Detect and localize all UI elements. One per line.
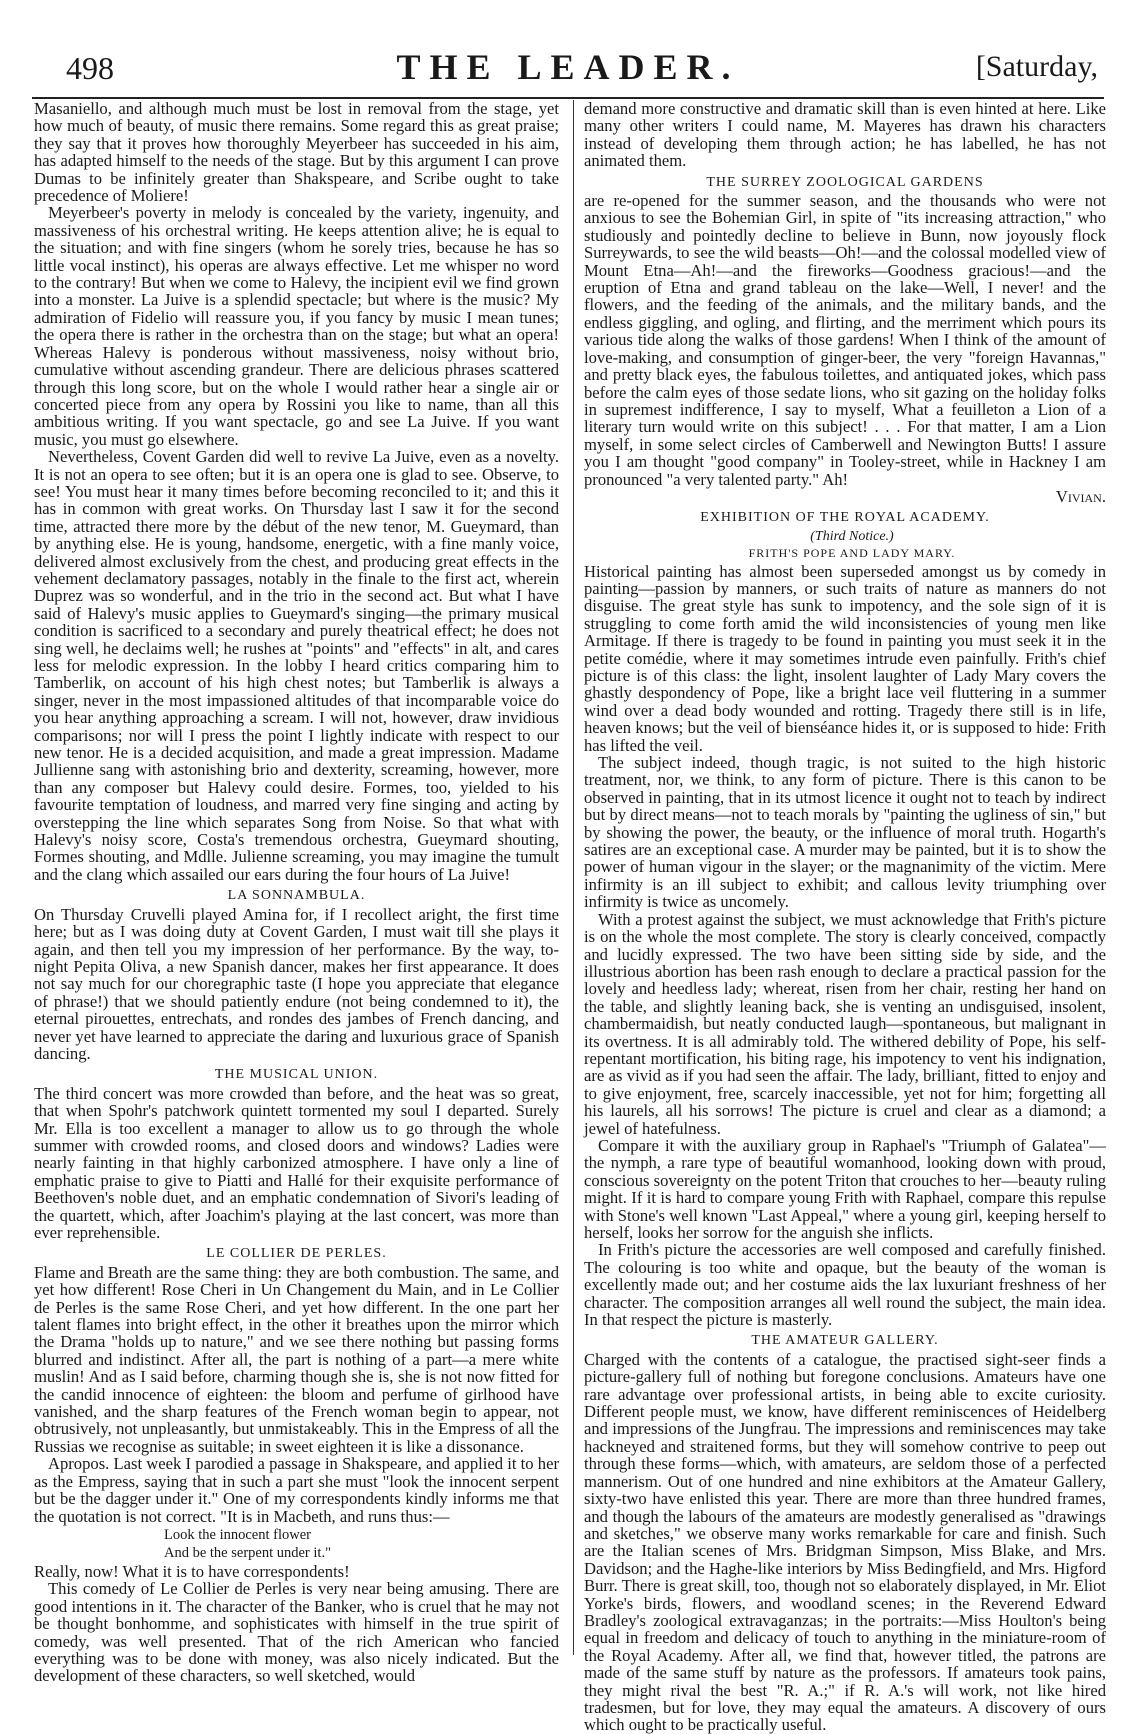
- masthead-date: [Saturday,: [975, 50, 1098, 83]
- paragraph: Flame and Breath are the same thing: they are both combustion. The same, and yet how different! Rose Cheri in Un Changement du Main, and in Le Collier de Perles is the same Rose Cheri, and yet how different. In the one part her talent flames into bright effect, in the other it breathes upon the mirror which the Drama "holds up to nature," and we see there nothing but passing forms blurred and indistinct. After all, the part is nothing of a part—a mere white muslin! And as I said before, charming though she is, she is not now fitted for the candid innocence of eighteen: the bloom and perfume of girlhood have vanished, and the sharp features of the French woman begin to appear, not obtrusively, not unpleasantly, but unmistakeably. This in the Empress of all the Russias we recognise as suitable; in sweet eighteen it is like a dissonance.: [34, 1262, 559, 1456]
- paragraph: The third concert was more crowded than before, and the heat was so great, that when Spohr's patchwork quintett tormented my soul I departed. Surely Mr. Ella is too excellent a manager to allow us to go through the whole summer with crowded rooms, and closed doors and windows? Ladies were nearly fainting in that highly carbonized atmosphere. I have only a line of emphatic praise to give to Piatti and Hallé for their exquisite performance of Beethoven's noble duet, and an emphatic condemnation of Sivori's leading of the quartett, which, after Joachim's playing at the last concert, was more than ever reprehensible.: [34, 1083, 559, 1242]
- verse-line: And be the serpent under it.": [164, 1544, 331, 1561]
- paragraph: Compare it with the auxiliary group in Raphael's "Triumph of Galatea"—the nymph, a rare type of beautiful womanhood, looking down with proud, conscious sovereignty on the potent Triton that crouches to her—beauty ruling might. If it is hard to compare young Frith with Raphael, compare this repulse with Stone's well known "Last Appeal," where a young girl, keeping herself to herself, looks her sorrow for the anguish she inflicts.: [584, 1135, 1106, 1242]
- paragraph: Really, now! What it is to have correspondents!: [34, 1561, 350, 1581]
- section-heading-collier-de-perles: LE COLLIER DE PERLES.: [206, 1246, 387, 1262]
- paragraph: Nevertheless, Covent Garden did well to revive La Juive, even as a novelty. It is not an opera to see often; but it is an opera one is glad to see. Observe, to see! You must hear it many times before becoming reconciled to it; and this it has in common with great works. On Thursday last I saw it for the second time, attracted there more by the début of the new tenor, M. Gueymard, than by anything else. He is young, handsome, energetic, with a fine manly voice, delivered almost exclusively from the chest, and producing great effects in the vehement declamatory passages, notably in the finale to the first act, wherein Duprez was so wonderful, and in the trio in the second act. But what I have said of Halevy's music applies to Gueymard's singing—the primary musical condition is sacrificed to a secondary and purely theatrical effect; he does not sing well, he declaims well; he rushes at "points" and "effects" in alt, and cares less for melodic expression. In the lobby I heard critics comparing him to Tamberlik, on account of his high chest notes; but Tamberlik is always a singer, never in the most impassioned altitudes of that incomparable voice do you hear anything approaching a scream. I will not, however, draw invidious comparisons; nor will I press the point I lightly indicate with respect to our new tenor. He is a decided acquisition, and made a great impression. Madame Jullienne sang with astonishing brio and dexterity, screaming, however, more than any composer but Halevy could desire. Formes, too, yielded to his favourite temptation of loudness, and marred very fine singing and acting by overstepping the line which separates Song from Noise. So that what with Halevy's noisy score, Costa's tremendous orchestra, Gueymard shouting, Formes shouting, and Mdlle. Julienne screaming, you may imagine the tumult and the clang which assailed our ears during the four hours of La Juive!: [34, 447, 559, 884]
- paragraph: are re-opened for the summer season, and the thousands who were not anxious to see the Bohemian Girl, in spite of "its increasing attraction," who studiously and pointedly decline to believe in Bunn, now joyously flock Surreywards, to see the wild beasts—Oh!—and the colossal modelled view of Mount Etna—Ah!—and the fireworks—Goodness gracious!—and the eruption of Etna and grand tableau on the lake—Well, I never! and the flowers, and the feeding of the animals, and the military bands, and the endless giggling, and ogling, and flirting, and the merriment which pours its various tide along the walks of those gardens! When I think of the amount of love-making, and consumption of ginger-beer, the very "foreign Havannas," and pretty black eyes, the fabulous toilettes, and antiquated jokes, which pass before the calm eyes of those sedate lions, who sit gazing on the holiday folks in supremest indifference, I say to myself, What a feuilleton a Lion of a literary turn would write on this subject! . . . For that matter, I am a Lion myself, in some select circles of Camberwell and Newington Butts! I assure you I am thought "good company" in Tooley-street, while in Hackney I am pronounced "a very talented party." Ah!: [584, 191, 1106, 489]
- paragraph: Charged with the contents of a catalogue, the practised sight-seer finds a picture-gallery full of nothing but foregone conclusions. Amateurs have one rare advantage over professional artists, in being able to excite curiosity. Different people must, we know, have different reminiscences of Heidelberg and impressions of the Jungfrau. The impressions and reminiscences may take hackneyed and straitened forms, but they will somehow contrive to peep out through these forms—which, with amateurs, are seldom those of a perfected mannerism. Out of one hundred and nine exhibitors at the Amateur Gallery, sixty-two have enlisted this year. There are more than three hundred frames, and though the labours of the amateurs are modestly generalised as "drawings and sketches," we observe many works remarkable for care and finish. Such are the Italian scenes of Mrs. Bridgman Simpson, Miss Blake, and Mrs. Davidson; and the Haghe-like interiors by Miss Bedingfield, and Mrs. Higford Burr. There is great skill, too, though not so elaborately displayed, in Mr. Eliot Yorke's birds, flowers, and woodland scenes; in the Reverend Edward Bradley's zoological extravaganzas; in the portraits:—Miss Houlton's being equal in freedom and delicacy of touch to anything in the miniature-room of the Royal Academy. After all, we find that, however titled, the patrons are made of the same stuff by nature as the professors. If amateurs took pains, they might rival the best "R. A.;" if R. A.'s will work, not like hired tradesmen, but for love, they may equal the amateurs. A discovery of ours which ought to be practically useful.: [584, 1349, 1106, 1734]
- section-heading-royal-academy: EXHIBITION OF THE ROYAL ACADEMY.: [700, 510, 990, 526]
- paragraph: Apropos. Last week I parodied a passage in Shakspeare, and applied it to her as the Empress, saying that in such a part she must "look the innocent serpent but be the dagger under it." One of my correspondents kindly informs me that the quotation is not correct. "It is in Macbeth, and runs thus:—: [34, 1454, 559, 1526]
- paragraph: On Thursday Cruvelli played Amina for, if I recollect aright, the first time here; but as I was doing duty at Covent Garden, I must wait till she plays it again, and then tell you my impression of her performance. By the way, to-night Pepita Oliva, a new Spanish dancer, makes her first appearance. It does not say much for our choregraphic taste (I hope you appreciate that elegance of phrase!) that we should patiently endure (not being condemned to it), the eternal pirouettes, entrechats, and rondes des jambes of French dancing, and never yet have learned to appreciate the daring and luxurious grace of Spanish dancing.: [34, 904, 559, 1063]
- paragraph: demand more constructive and dramatic skill than is even hinted at here. Like many other writers I could name, M. Mayeres has drawn his characters instead of developing them through action; he has labelled, he has not animated them.: [584, 99, 1106, 171]
- right-column: [584, 100, 1106, 1734]
- page-number: 498: [66, 50, 114, 86]
- paragraph: With a protest against the subject, we must acknowledge that Frith's picture is on the whole the most complete. The story is clearly conceived, compactly and lucidly expressed. The two have been sitting side by side, and the illustrious abortion has been rash enough to declare a practical passion for the lovely and heedless lady; whereat, risen from her chair, resting her hand on the table, and slightly leaning back, she is venting an undisguised, insolent, chambermaidish, but neatly conducted laugh—spontaneous, but malignant in its overtness. It is all admirably told. The withered debility of Pope, his self-repentant mortification, his biting rage, his impotency to vent his indignation, are as vivid as if you had seen the affair. The lady, brilliant, fitted to enjoy and to give enjoyment, free, scarcely inaccessible, yet not for him; forgetting all his laurels, all his sorrows! The picture is cruel and clear as a diamond; a jewel of hatefulness.: [584, 909, 1106, 1138]
- paragraph: This comedy of Le Collier de Perles is very near being amusing. There are good intentions in it. The character of the Banker, who is cruel that he may not be thought bonhomme, and sophisticates with himself in the true spirit of comedy, was well presented. That of the rich American who fancied everything was to be done with money, was also nicely indicated. But the development of these characters, so well sketched, would: [34, 1579, 559, 1686]
- verse-line: Look the innocent flower: [164, 1526, 311, 1543]
- section-heading-la-sonnambula: LA SONNAMBULA.: [227, 888, 366, 904]
- column-divider: [573, 100, 574, 1655]
- paragraph: Masaniello, and although much must be lost in removal from the stage, yet how much of beauty, of music there remains. Some regard this as great praise; they say that it proves how thoroughly Meyerbeer has succeeded in his aim, has adapted himself to the needs of the stage. But by this argument I can prove Dumas to be infinitely greater than Shakspeare, and Scribe ought to take precedence of Moliere!: [34, 99, 559, 206]
- paragraph: The subject indeed, though tragic, is not suited to the high historic treatment, nor, we think, to any form of picture. There is this canon to be observed in painting, that in its utmost licence it ought not to teach by indirect but by direct means—not to teach morals by "painting the ugliness of sin," but by showing the power, the beauty, or the influence of moral truth. Hogarth's satires are an exceptional case. A murder may be painted, but it is to show the power of human vigour in the slayer; or the magnanimity of the victim. Mere infirmity is an ill subject to exhibit; and callous levity triumphing over infirmity is twice as uncomely.: [584, 753, 1106, 912]
- paragraph: In Frith's picture the accessories are well composed and carefully finished. The colouring is too white and opaque, but the beauty of the woman is excellently made out; and her costume aids the lax luxuriant freshness of her character. The composition arranges all well round the subject, the main idea. In that respect the picture is masterly.: [584, 1240, 1106, 1330]
- masthead-title: THE LEADER.: [396, 47, 740, 87]
- section-heading-musical-union: THE MUSICAL UNION.: [214, 1067, 379, 1083]
- section-heading-surrey-gardens: THE SURREY ZOOLOGICAL GARDENS: [706, 174, 984, 190]
- subsection-heading: FRITH'S POPE AND LADY MARY.: [748, 546, 956, 561]
- left-column: [34, 100, 559, 1685]
- author-signature: Vivian.: [1055, 486, 1106, 506]
- section-heading-amateur-gallery: THE AMATEUR GALLERY.: [751, 1333, 939, 1349]
- paragraph: Meyerbeer's poverty in melody is concealed by the variety, ingenuity, and massiveness of his orchestral writing. He keeps attention alive; he is equal to the situation; and with fine singers (whom he sorely tries, because he has so little vocal instinct), his operas are always effective. Let me whisper no word to the contrary! But when we come to Halevy, the incipient evil we find grown into a monster. La Juive is a splendid spectacle; but where is the music? My admiration of Fidelio will reassure you, if you fancy by music I mean tunes; the opera there is rather in the orchestra than on the stage; but what an opera! Whereas Halevy is ponderous without massiveness, noisy without brio, cumulative without ascending grandeur. There are delicious phrases scattered through this long score, but on the whole I would rather hear a single air or concerted piece from any opera by Rossini you like to name, than all this ambitious writing. If you want spectacle, go and see La Juive. If you want music, you must go elsewhere.: [34, 203, 559, 449]
- paragraph: Historical painting has almost been superseded amongst us by comedy in painting—passion by manners, or such traits of nature as manners do not disguise. The great style has sunk to impotency, and the sole sign of it is struggling to come forth amid the wild inconsistencies of young men like Armitage. If there is tragedy to be found in painting you must seek it in the petite comédie, where it may sometimes intrude even painfully. Frith's chief picture is of this class: the light, insolent laughter of Lady Mary covers the ghastly despondency of Pope, like a bright lace veil fluttering in a summer wind over a dead body wounded and rotting. Tragedy there still is in life, heaven knows; but the veil of bienséance hides it, or is supposed to hide: Frith has lifted the veil.: [584, 561, 1106, 755]
- notice-subtitle: (Third Notice.): [810, 528, 894, 544]
